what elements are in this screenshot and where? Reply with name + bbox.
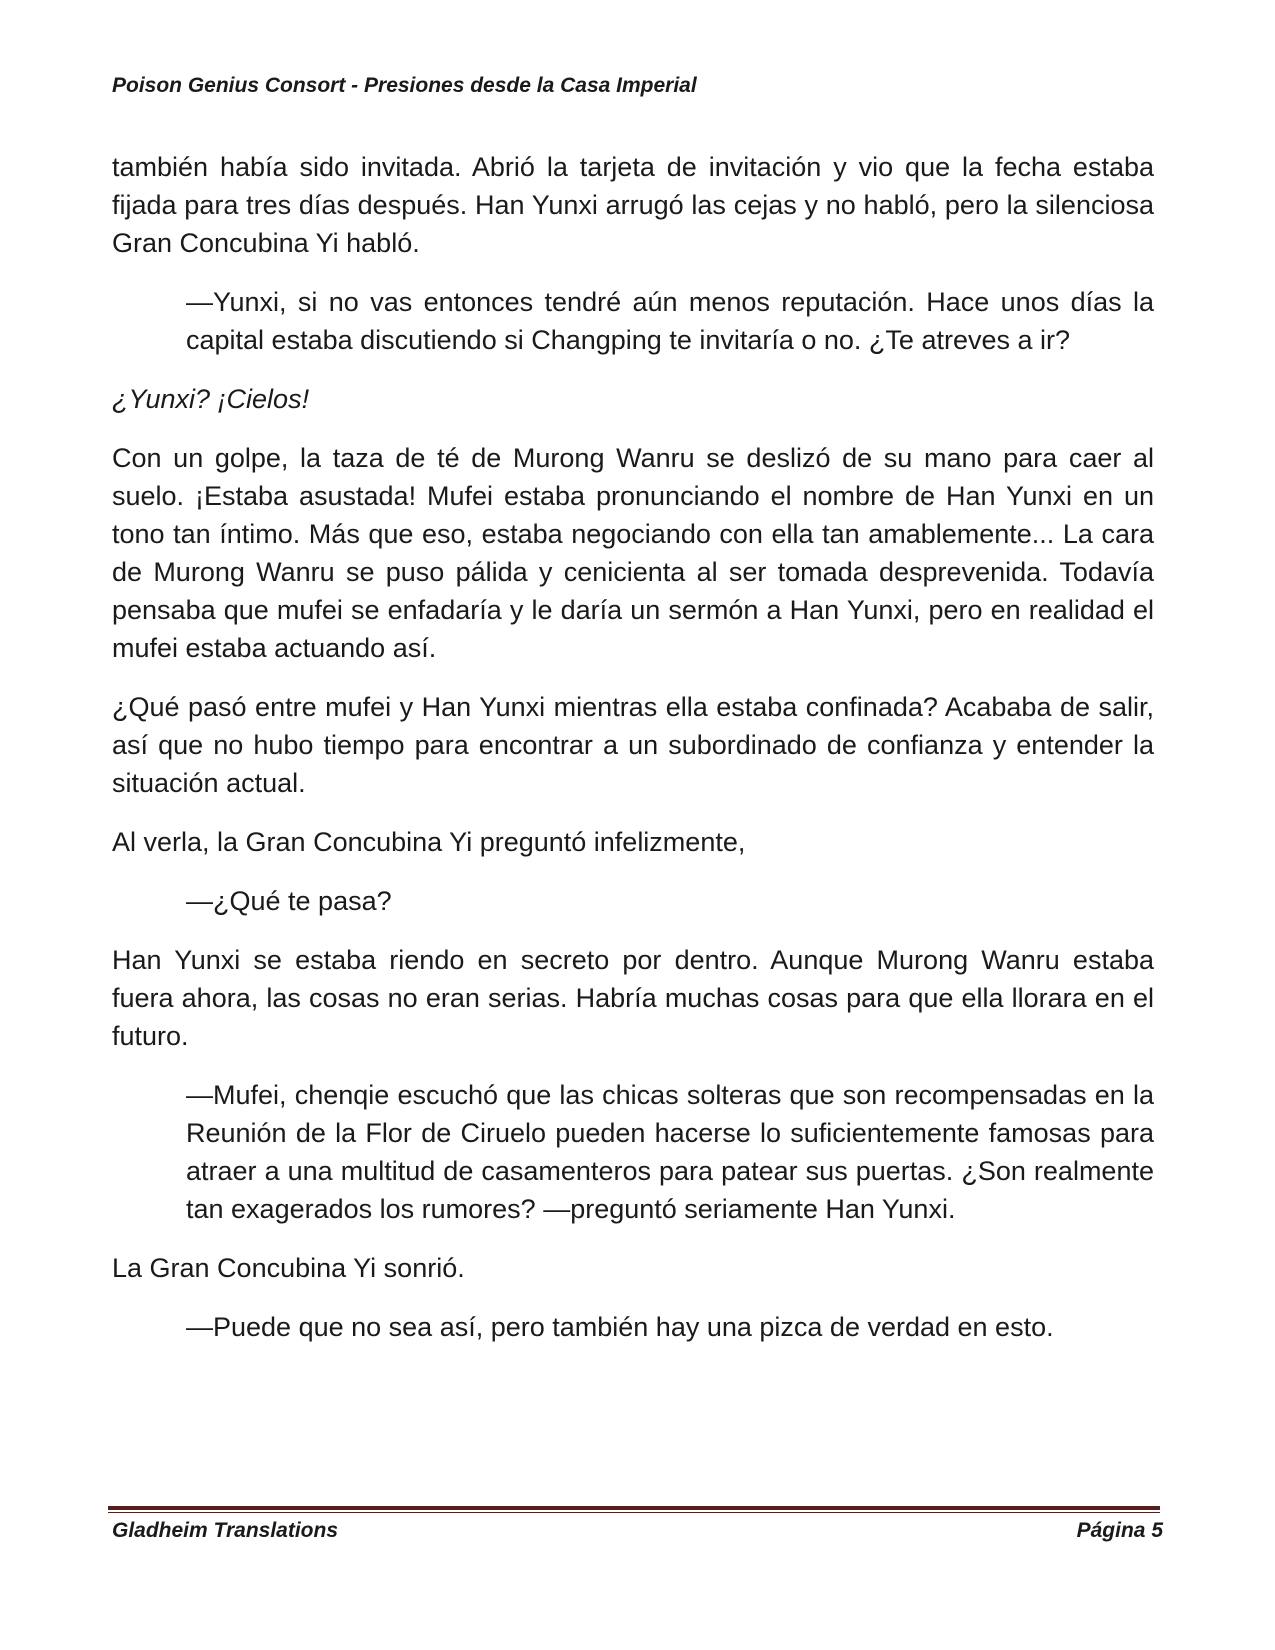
dialogue-paragraph-7: —¿Qué te pasa? xyxy=(186,886,392,916)
thought-paragraph-3: ¿Yunxi? ¡Cielos! xyxy=(112,384,310,414)
paragraph-1: también había sido invitada. Abrió la tarjeta de invitación y vio que la fecha estaba fijada para tres días después. Han Yunxi arrugó las cejas y no habló, pero la silenciosa Gran Concubina Yi habló. xyxy=(112,152,1154,258)
paragraph-5: ¿Qué pasó entre mufei y Han Yunxi mientras ella estaba confinada? Acababa de salir, así que no hubo tiempo para encontrar a un subordinado de confianza y entender la situación actual. xyxy=(112,692,1154,798)
running-header: Poison Genius Consort - Presiones desde la Casa Imperial xyxy=(112,74,697,97)
footer-rule xyxy=(108,1506,1160,1514)
body-text xyxy=(112,148,1154,1367)
footer-rule-thick xyxy=(108,1506,1160,1510)
dialogue-paragraph-2: —Yunxi, si no vas entonces tendré aún menos reputación. Hace unos días la capital estaba discutiendo si Changping te invitaría o no. ¿Te atreves a ir? xyxy=(186,287,1154,355)
paragraph-8: Han Yunxi se estaba riendo en secreto por dentro. Aunque Murong Wanru estaba fuera ahora, las cosas no eran serias. Habría muchas cosas para que ella llorara en el futuro. xyxy=(112,945,1154,1051)
dialogue-paragraph-9: —Mufei, chenqie escuchó que las chicas solteras que son recompensadas en la Reunión de la Flor de Ciruelo pueden hacerse lo suficientemente famosas para atraer a una multitud de casamenteros para patear sus puertas. ¿Son realmente tan exagerados los rumores? —preguntó seriamente Han Yunxi. xyxy=(186,1080,1154,1224)
footer-publisher: Gladheim Translations xyxy=(112,1519,339,1542)
paragraph-10: La Gran Concubina Yi sonrió. xyxy=(112,1253,465,1283)
footer-rule-thin xyxy=(108,1512,1160,1513)
paragraph-4: Con un golpe, la taza de té de Murong Wanru se deslizó de su mano para caer al suelo. ¡Estaba asustada! Mufei estaba pronunciando el nombre de Han Yunxi en un tono tan íntimo. Más que eso, estaba negociando con ella tan amablemente... La cara de Murong Wanru se puso pálida y cenicienta al ser tomada desprevenida. Todavía pensaba que mufei se enfadaría y le daría un sermón a Han Yunxi, pero en realidad el mufei estaba actuando así. xyxy=(112,443,1154,663)
paragraph-6: Al verla, la Gran Concubina Yi preguntó infelizmente, xyxy=(112,827,746,857)
dialogue-paragraph-11: —Puede que no sea así, pero también hay una pizca de verdad en esto. xyxy=(186,1312,1054,1342)
footer-page-number: Página 5 xyxy=(1076,1519,1163,1542)
